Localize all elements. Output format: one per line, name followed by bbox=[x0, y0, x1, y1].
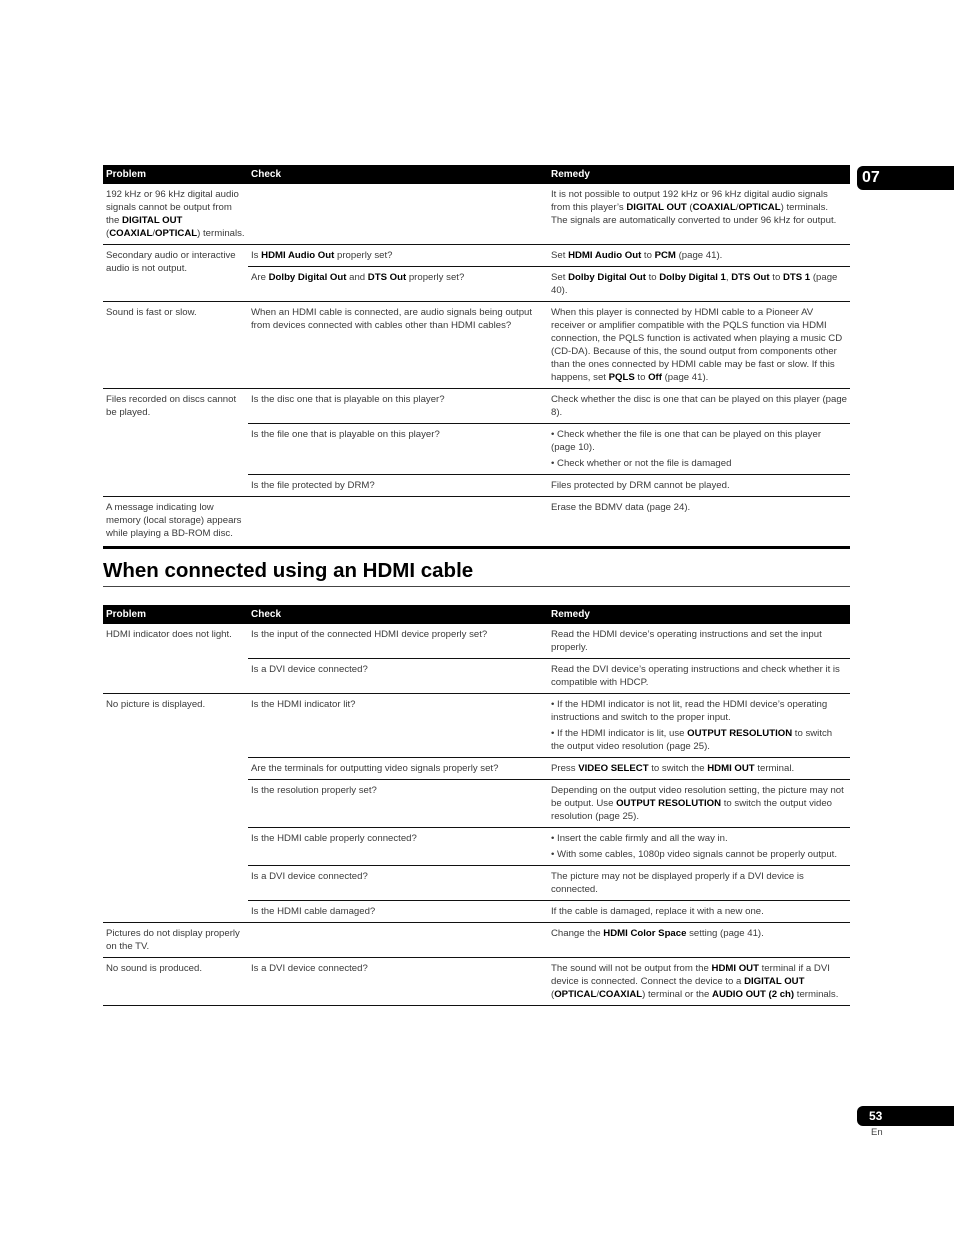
remedy-cell: The picture may not be displayed properly if a DVI device is connected. bbox=[548, 866, 850, 901]
bold-term: HDMI Audio Out bbox=[568, 250, 642, 261]
check-cell bbox=[248, 184, 548, 245]
bold-term: HDMI OUT bbox=[711, 963, 759, 974]
language-label: En bbox=[871, 1127, 883, 1138]
table-row bbox=[103, 302, 850, 389]
remedy-cell: Check whether the disc is one that can be played on this player (page 8). bbox=[548, 389, 850, 424]
bold-term: DIGITAL OUT bbox=[626, 202, 687, 213]
check-cell: Is the file one that is playable on this player? bbox=[248, 424, 548, 475]
check-cell: When an HDMI cable is connected, are audio signals being output from devices connected with cables other than HDMI cables? bbox=[248, 302, 548, 389]
bold-term: COAXIAL bbox=[109, 228, 153, 239]
remedy-bullet: • Insert the cable firmly and all the way in. bbox=[551, 833, 728, 844]
check-cell bbox=[248, 923, 548, 958]
bold-term: VIDEO SELECT bbox=[578, 763, 649, 774]
remedy-cell: If the cable is damaged, replace it with a new one. bbox=[548, 901, 850, 923]
page-number: 53 bbox=[869, 1109, 883, 1123]
check-cell: Is the HDMI indicator lit? bbox=[248, 694, 548, 758]
problem-cell: No sound is produced. bbox=[103, 958, 248, 1006]
bold-term: AUDIO OUT (2 ch) bbox=[712, 989, 795, 1000]
remedy-bullet: • With some cables, 1080p video signals cannot be properly output. bbox=[551, 849, 838, 860]
problem-cell: 192 kHz or 96 kHz digital audio signals cannot be output from the DIGITAL OUT (COAXIAL/OPTICAL) terminals. bbox=[106, 189, 245, 239]
bold-term: DIGITAL OUT bbox=[744, 976, 805, 987]
bold-term: PCM bbox=[654, 250, 676, 261]
check-cell: Is the file protected by DRM? bbox=[248, 475, 548, 497]
header-check: Check bbox=[248, 605, 548, 624]
bold-term: Dolby Digital Out bbox=[268, 272, 347, 283]
remedy-cell: Read the HDMI device’s operating instructions and set the input properly. bbox=[551, 629, 822, 653]
remedy-bullet: • Check whether or not the file is damaged bbox=[551, 458, 732, 469]
bold-term: HDMI OUT bbox=[707, 763, 755, 774]
bold-term: HDMI Audio Out bbox=[261, 250, 335, 261]
problem-cell: HDMI indicator does not light. bbox=[106, 629, 232, 640]
check-cell bbox=[248, 497, 548, 548]
table-row bbox=[103, 389, 850, 424]
bold-term: OPTICAL bbox=[155, 228, 198, 239]
page-number-tab bbox=[857, 1106, 954, 1126]
remedy-cell: Set HDMI Audio Out to PCM (page 41). bbox=[548, 245, 850, 267]
remedy-cell: Files protected by DRM cannot be played. bbox=[548, 475, 850, 497]
problem-cell: Secondary audio or interactive audio is not output. bbox=[103, 245, 248, 302]
header-problem: Problem bbox=[103, 165, 248, 184]
problem-cell: Pictures do not display properly on the TV. bbox=[103, 923, 248, 958]
check-cell: Is the resolution properly set? bbox=[248, 780, 548, 828]
table-row bbox=[103, 497, 850, 548]
remedy-cell: Erase the BDMV data (page 24). bbox=[548, 497, 850, 548]
remedy-cell: Change the HDMI Color Space setting (page 41). bbox=[548, 923, 850, 958]
remedy-cell: Read the DVI device’s operating instructions and check whether it is compatible with HDCP. bbox=[548, 659, 850, 694]
bold-term: OPTICAL bbox=[738, 202, 781, 213]
table-row bbox=[103, 958, 850, 1006]
header-remedy: Remedy bbox=[548, 605, 850, 624]
bold-term: DTS 1 bbox=[782, 272, 811, 283]
bold-term: COAXIAL bbox=[692, 202, 736, 213]
chapter-tab bbox=[857, 166, 954, 190]
table-row bbox=[103, 694, 850, 758]
check-cell: Is the disc one that is playable on this player? bbox=[248, 389, 548, 424]
troubleshooting-table-hdmi bbox=[103, 605, 850, 1006]
check-cell: Is the HDMI cable damaged? bbox=[248, 901, 548, 923]
section-title: When connected using an HDMI cable bbox=[103, 557, 850, 587]
bold-term: PQLS bbox=[608, 372, 635, 383]
table-row bbox=[103, 624, 850, 659]
chapter-number: 07 bbox=[862, 169, 880, 186]
check-cell: Are the terminals for outputting video signals properly set? bbox=[248, 758, 548, 780]
check-cell: Is the input of the connected HDMI device properly set? bbox=[251, 629, 488, 640]
header-problem: Problem bbox=[103, 605, 248, 624]
table-header-row bbox=[103, 605, 850, 624]
check-cell: Is the HDMI cable properly connected? bbox=[248, 828, 548, 866]
remedy-cell: Set Dolby Digital Out to Dolby Digital 1, DTS Out to DTS 1 (page 40). bbox=[548, 267, 850, 302]
remedy-bullet: • If the HDMI indicator is lit, use OUTPUT RESOLUTION to switch the output video resolution (page 25). bbox=[551, 728, 833, 752]
remedy-cell: Press VIDEO SELECT to switch the HDMI OUT terminal. bbox=[548, 758, 850, 780]
remedy-cell: The sound will not be output from the HDMI OUT terminal if a DVI device is connected. Connect the device to a DIGITAL OUT (OPTICAL/COAXIAL) terminal or the AUDIO OUT (2 ch) terminals. bbox=[548, 958, 850, 1006]
table-row bbox=[103, 184, 850, 245]
problem-cell: Sound is fast or slow. bbox=[103, 302, 248, 389]
bold-term: Dolby Digital Out bbox=[568, 272, 646, 283]
header-check: Check bbox=[248, 165, 548, 184]
bold-term: OUTPUT RESOLUTION bbox=[687, 728, 793, 739]
problem-cell: Files recorded on discs cannot be played. bbox=[103, 389, 248, 497]
table-row bbox=[103, 245, 850, 267]
bold-term: OPTICAL bbox=[554, 989, 597, 1000]
bold-term: HDMI Color Space bbox=[603, 928, 687, 939]
check-cell: Are Dolby Digital Out and DTS Out properly set? bbox=[248, 267, 548, 302]
bold-term: DTS Out bbox=[731, 272, 770, 283]
bold-term: DTS Out bbox=[367, 272, 407, 283]
check-cell: Is a DVI device connected? bbox=[248, 958, 548, 1006]
remedy-bullet: • If the HDMI indicator is not lit, read the HDMI device’s operating instructions and switch to the proper input. bbox=[551, 699, 828, 723]
troubleshooting-table-audio bbox=[103, 165, 850, 549]
remedy-cell: Depending on the output video resolution setting, the picture may not be output. Use OUTPUT RESOLUTION to switch the output video resolution (page 25). bbox=[548, 780, 850, 828]
problem-cell: A message indicating low memory (local storage) appears while playing a BD-ROM disc. bbox=[103, 497, 248, 548]
bold-term: DIGITAL OUT bbox=[122, 215, 183, 226]
problem-cell: No picture is displayed. bbox=[103, 694, 248, 923]
table-header-row bbox=[103, 165, 850, 184]
header-remedy: Remedy bbox=[548, 165, 850, 184]
check-cell: Is a DVI device connected? bbox=[248, 866, 548, 901]
check-cell: Is HDMI Audio Out properly set? bbox=[248, 245, 548, 267]
remedy-cell bbox=[548, 828, 850, 866]
remedy-cell bbox=[548, 694, 850, 758]
remedy-cell: When this player is connected by HDMI cable to a Pioneer AV receiver or amplifier compatible with the PQLS function via HDMI connection, the PQLS function is activated when playing a music CD (CD-DA). Because of this, the sound output from components other than the ones connected by HDMI cable may be fast or slow. If this happens, set PQLS to Off (page 41). bbox=[548, 302, 850, 389]
bold-term: Dolby Digital 1 bbox=[659, 272, 726, 283]
bold-term: OUTPUT RESOLUTION bbox=[616, 798, 722, 809]
remedy-bullet: • Check whether the file is one that can be played on this player (page 10). bbox=[551, 429, 822, 453]
remedy-cell bbox=[548, 424, 850, 475]
remedy-cell: It is not possible to output 192 kHz or 96 kHz digital audio signals from this player’s DIGITAL OUT (COAXIAL/OPTICAL) terminals. The signals are automatically converted to under 96 kHz for output. bbox=[551, 189, 837, 226]
bold-term: COAXIAL bbox=[598, 989, 643, 1000]
bold-term: Off bbox=[648, 372, 662, 383]
table-row bbox=[103, 923, 850, 958]
check-cell: Is a DVI device connected? bbox=[248, 659, 548, 694]
